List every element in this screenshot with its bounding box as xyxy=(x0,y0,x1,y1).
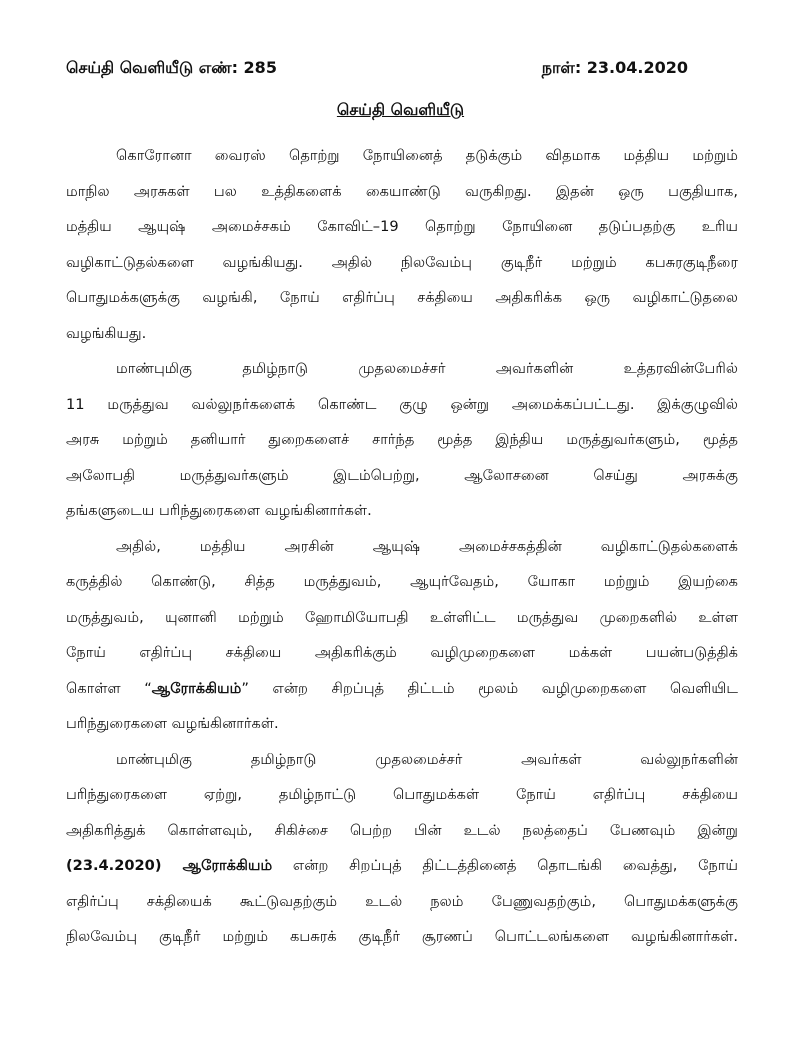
paragraph-1 xyxy=(66,138,738,351)
paragraph-2 xyxy=(66,351,738,529)
text-line: மத்திய ஆயுஷ் அமைச்சகம் கோவிட்–19 தொற்று நோயினை தடுப்பதற்கு உரிய xyxy=(66,218,738,235)
text-line: மாண்புமிகு தமிழ்நாடு முதலமைச்சர் அவர்களின் உத்தரவின்பேரில் xyxy=(116,360,738,377)
text-line: மாநில அரசுகள் பல உத்திகளைக் கையாண்டு வருகிறது. இதன் ஒரு பகுதியாக, xyxy=(66,182,738,200)
text-line: மருத்துவம், யுனானி மற்றும் ஹோமியோபதி உள்ளிட்ட மருத்துவ முறைகளில் உள்ள xyxy=(66,608,738,626)
text-fragment: ” என்ற சிறப்புத் திட்டம் மூலம் வழிமுறைகளை வெளியிட xyxy=(241,679,738,697)
header-row xyxy=(66,58,688,82)
text-line: அதில், மத்திய அரசின் ஆயுஷ் அமைச்சகத்தின் வழிகாட்டுதல்களைக் xyxy=(116,537,738,555)
launch-date-scheme: (23.4.2020) ஆரோக்கியம் xyxy=(66,857,273,874)
text-line: அதிகரித்துக் கொள்ளவும், சிகிச்சை பெற்ற பின் உடல் நலத்தைப் பேணவும் இன்று xyxy=(66,821,738,839)
text-line: கருத்தில் கொண்டு, சித்த மருத்துவம், ஆயுர்வேதம், யோகா மற்றும் இயற்கை xyxy=(66,573,738,590)
text-line: வழங்கியது. xyxy=(66,324,147,342)
paragraph-3 xyxy=(66,529,738,742)
text-line: பரிந்துரைகளை ஏற்று, தமிழ்நாட்டு பொதுமக்கள் நோய் எதிர்ப்பு சக்தியை xyxy=(66,786,738,803)
text-line: பொதுமக்களுக்கு வழங்கி, நோய் எதிர்ப்பு சக்தியை அதிகரிக்க ஒரு வழிகாட்டுதலை xyxy=(66,289,738,306)
text-line: எதிர்ப்பு சக்தியைக் கூட்டுவதற்கும் உடல் நலம் பேணுவதற்கும், பொதுமக்களுக்கு xyxy=(66,892,738,910)
paragraph-4 xyxy=(66,742,738,955)
release-number: செய்தி வெளியீடு எண்: 285 xyxy=(66,58,277,77)
text-line: 11 மருத்துவ வல்லுநர்களைக் கொண்ட குழு ஒன்று அமைக்கப்பட்டது. இக்குழுவில் xyxy=(66,395,738,413)
text-line: தங்களுடைய பரிந்துரைகளை வழங்கினார்கள். xyxy=(66,502,372,519)
text-line: வழிகாட்டுதல்களை வழங்கியது. அதில் நிலவேம்பு குடிநீர் மற்றும் கபசுரகுடிநீரை xyxy=(66,253,738,271)
text-line: கொரோனா வைரஸ் தொற்று நோயினைத் தடுக்கும் விதமாக மத்திய மற்றும் xyxy=(116,147,738,164)
body-text xyxy=(66,138,738,955)
scheme-name: ஆரோக்கியம் xyxy=(151,679,242,697)
text-fragment: என்ற சிறப்புத் திட்டத்தினைத் தொடங்கி வைத்து, நோய் xyxy=(272,857,738,874)
text-line xyxy=(66,848,738,884)
text-fragment: கொள்ள “ xyxy=(66,679,152,697)
text-line: அலோபதி மருத்துவர்களும் இடம்பெற்று, ஆலோசனை செய்து அரசுக்கு xyxy=(66,466,738,484)
text-line: நிலவேம்பு குடிநீர் மற்றும் கபசுரக் குடிநீர் சூரணப் பொட்டலங்களை வழங்கினார்கள். xyxy=(66,928,738,945)
document-title: செய்தி வெளியீடு xyxy=(336,100,465,119)
text-line: பரிந்துரைகளை வழங்கினார்கள். xyxy=(66,715,279,732)
text-line xyxy=(66,671,738,707)
release-date: நாள்: 23.04.2020 xyxy=(541,58,688,77)
text-line: நோய் எதிர்ப்பு சக்தியை அதிகரிக்கும் வழிமுறைகளை மக்கள் பயன்படுத்திக் xyxy=(66,644,738,661)
text-line: அரசு மற்றும் தனியார் துறைகளைச் சார்ந்த மூத்த இந்திய மருத்துவர்களும், மூத்த xyxy=(66,431,738,448)
text-line: மாண்புமிகு தமிழ்நாடு முதலமைச்சர் அவர்கள் வல்லுநர்களின் xyxy=(116,750,738,768)
